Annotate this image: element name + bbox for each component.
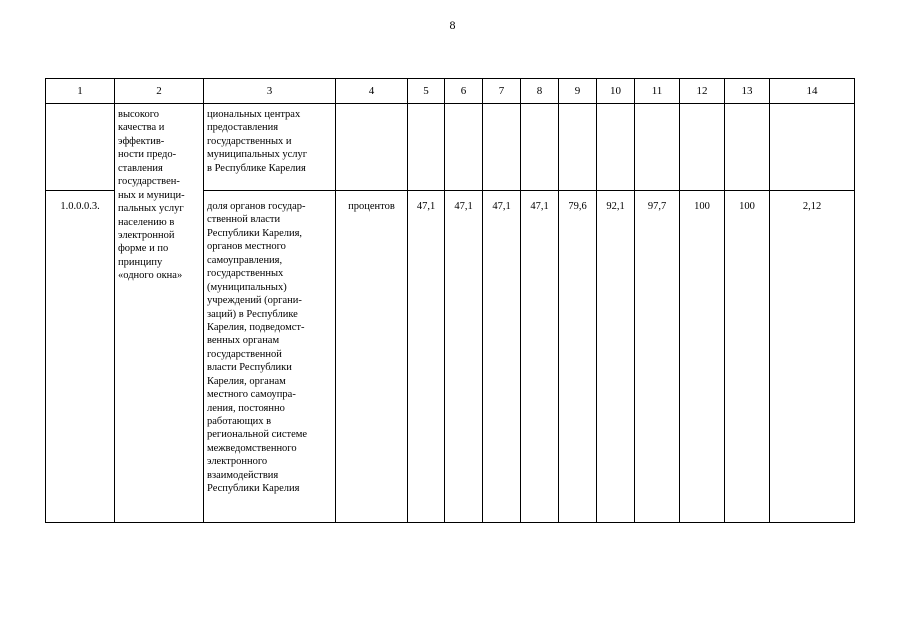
value-cell: 100 [680, 191, 725, 523]
indicator-line: органов местного [207, 241, 286, 253]
header-cell: 8 [521, 79, 559, 104]
indicator-line: Карелия, органам [207, 375, 286, 387]
indicator-line: ления, постоянно [207, 402, 285, 414]
goal-line: электронной [118, 229, 175, 241]
value-cell: 47,1 [521, 191, 559, 523]
value-cell [680, 104, 725, 191]
indicator-line: Республики Карелия [207, 483, 300, 495]
indicator-line: ственной власти [207, 214, 281, 226]
indicator-line: венных органам [207, 335, 280, 347]
value-cell [521, 104, 559, 191]
indicator-line: государственных [207, 268, 284, 280]
indicator-line: электронного [207, 456, 268, 468]
indicator-line: заций) в Республике [207, 308, 298, 320]
indicator-line: региональной системе [207, 429, 308, 441]
indicator-line: доля органов государ- [207, 201, 306, 212]
header-cell: 3 [204, 79, 336, 104]
value-cell: 100 [725, 191, 770, 523]
goal-line: ных и муници- [118, 189, 185, 201]
header-cell: 10 [597, 79, 635, 104]
value-cell: 2,12 [770, 191, 855, 523]
goal-line: «одного окна» [118, 270, 183, 282]
value-cell [408, 104, 445, 191]
value-cell: 92,1 [597, 191, 635, 523]
goal-line: ности предо- [118, 149, 177, 161]
goal-line: населению в [118, 216, 175, 228]
goal-line: качества и [118, 122, 165, 134]
indicator-line: местного самоупра- [207, 389, 296, 401]
code-cell [46, 104, 115, 191]
indicator-line: государственной [207, 348, 282, 360]
indicator-line: Республики Карелия, [207, 227, 303, 239]
indicator-line: взаимодействия [207, 469, 279, 481]
value-cell [725, 104, 770, 191]
header-cell: 6 [445, 79, 483, 104]
value-cell: 97,7 [635, 191, 680, 523]
value-cell: 79,6 [559, 191, 597, 523]
header-cell: 9 [559, 79, 597, 104]
goal-line: высокого [118, 109, 160, 120]
goal-line: государствен- [118, 176, 180, 188]
goal-line: эффектив- [118, 135, 165, 147]
header-cell: 7 [483, 79, 521, 104]
indicator-line: учреждений (органи- [207, 295, 302, 307]
code-cell: 1.0.0.0.3. [46, 191, 115, 523]
value-cell [597, 104, 635, 191]
indicator-cell [204, 191, 336, 523]
goal-line: ставления [118, 162, 163, 174]
table-header-row [46, 79, 855, 104]
value-cell [770, 104, 855, 191]
indicator-line: циональных центрах [207, 109, 301, 120]
goal-line: пальных услуг [118, 203, 184, 215]
header-cell: 2 [115, 79, 204, 104]
indicator-cell [204, 104, 336, 191]
unit-cell: процентов [336, 191, 408, 523]
goal-line: принципу [118, 256, 163, 268]
value-cell: 47,1 [445, 191, 483, 523]
table-row [46, 104, 855, 191]
header-cell: 4 [336, 79, 408, 104]
value-cell [559, 104, 597, 191]
header-cell: 11 [635, 79, 680, 104]
goal-cell [115, 104, 204, 523]
indicator-line: предоставления [207, 122, 279, 134]
header-cell: 12 [680, 79, 725, 104]
header-cell: 1 [46, 79, 115, 104]
indicator-line: государственных и [207, 135, 292, 147]
unit-cell [336, 104, 408, 191]
indicator-line: (муниципальных) [207, 281, 287, 293]
indicator-line: в Республике Карелия [207, 162, 306, 174]
value-cell: 47,1 [408, 191, 445, 523]
value-cell [483, 104, 521, 191]
header-cell: 14 [770, 79, 855, 104]
indicator-line: Карелия, подведомст- [207, 321, 305, 333]
value-cell [635, 104, 680, 191]
indicators-table [45, 78, 855, 523]
indicator-line: межведомственного [207, 442, 297, 454]
goal-line: форме и по [118, 243, 169, 255]
value-cell [445, 104, 483, 191]
page-number: 8 [449, 18, 456, 32]
header-cell: 13 [725, 79, 770, 104]
indicator-line: работающих в [207, 416, 272, 427]
indicator-line: муниципальных услуг [207, 149, 308, 161]
value-cell: 47,1 [483, 191, 521, 523]
indicator-line: самоуправления, [207, 254, 283, 266]
header-cell: 5 [408, 79, 445, 104]
indicator-line: власти Республики [207, 362, 292, 374]
